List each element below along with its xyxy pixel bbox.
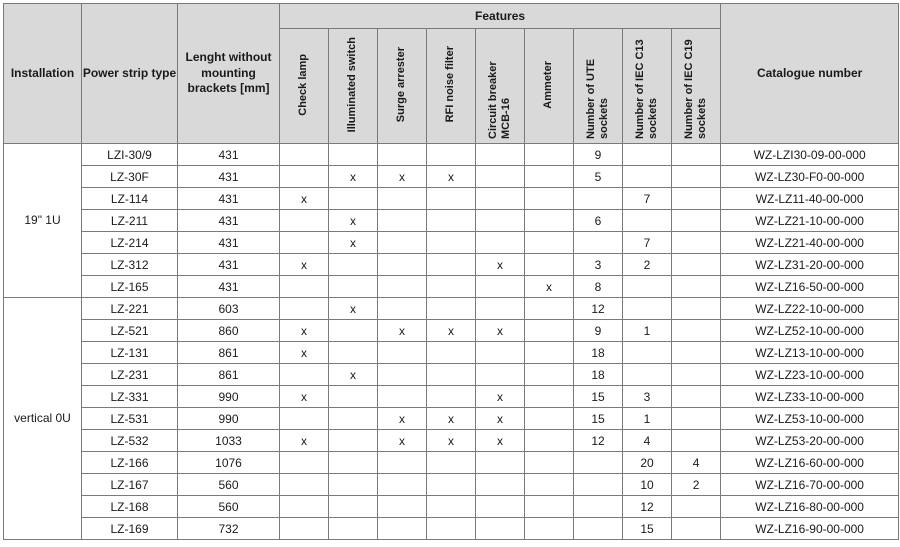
cell-iec-c13-sockets bbox=[623, 210, 672, 232]
cell-circuit-breaker bbox=[476, 210, 525, 232]
cell-catalogue-number: WZ-LZI30-09-00-000 bbox=[721, 144, 899, 166]
cell-iec-c13-sockets: 20 bbox=[623, 452, 672, 474]
header-length: Lenght without mounting brackets [mm] bbox=[178, 4, 280, 144]
cell-iec-c13-sockets: 3 bbox=[623, 386, 672, 408]
cell-type: LZ-312 bbox=[82, 254, 178, 276]
cell-check-lamp bbox=[280, 276, 329, 298]
cell-iec-c19-sockets bbox=[672, 408, 721, 430]
cell-surge-arrester bbox=[378, 188, 427, 210]
header-iec-c19-sockets bbox=[672, 29, 721, 144]
cell-type: LZ-166 bbox=[82, 452, 178, 474]
cell-check-lamp: x bbox=[280, 188, 329, 210]
cell-rfi-noise-filter bbox=[427, 342, 476, 364]
cell-circuit-breaker bbox=[476, 496, 525, 518]
cell-iec-c19-sockets bbox=[672, 342, 721, 364]
installation-cell: 19" 1U bbox=[4, 144, 82, 298]
cell-ammeter bbox=[525, 496, 574, 518]
cell-surge-arrester: x bbox=[378, 408, 427, 430]
cell-ute-sockets: 15 bbox=[574, 408, 623, 430]
cell-ute-sockets: 6 bbox=[574, 210, 623, 232]
cell-surge-arrester bbox=[378, 276, 427, 298]
cell-iec-c19-sockets bbox=[672, 386, 721, 408]
cell-ammeter bbox=[525, 452, 574, 474]
cell-type: LZ-231 bbox=[82, 364, 178, 386]
cell-surge-arrester bbox=[378, 474, 427, 496]
table-row bbox=[4, 254, 899, 276]
cell-iec-c13-sockets: 4 bbox=[623, 430, 672, 452]
header-illuminated-switch-label: Illuminated switch bbox=[346, 36, 359, 133]
cell-check-lamp bbox=[280, 166, 329, 188]
table-row bbox=[4, 188, 899, 210]
cell-check-lamp bbox=[280, 210, 329, 232]
cell-rfi-noise-filter: x bbox=[427, 320, 476, 342]
cell-check-lamp: x bbox=[280, 342, 329, 364]
cell-check-lamp bbox=[280, 298, 329, 320]
cell-ammeter bbox=[525, 474, 574, 496]
cell-circuit-breaker: x bbox=[476, 254, 525, 276]
cell-catalogue-number: WZ-LZ11-40-00-000 bbox=[721, 188, 899, 210]
cell-illuminated-switch bbox=[329, 452, 378, 474]
cell-catalogue-number: WZ-LZ31-20-00-000 bbox=[721, 254, 899, 276]
table-row bbox=[4, 320, 899, 342]
header-rfi-noise-filter-label: RFI noise filter bbox=[444, 46, 457, 123]
table-row bbox=[4, 166, 899, 188]
cell-length: 431 bbox=[178, 276, 280, 298]
cell-iec-c19-sockets bbox=[672, 210, 721, 232]
cell-check-lamp bbox=[280, 518, 329, 540]
cell-type: LZ-521 bbox=[82, 320, 178, 342]
cell-ammeter bbox=[525, 188, 574, 210]
cell-ammeter bbox=[525, 298, 574, 320]
cell-check-lamp: x bbox=[280, 320, 329, 342]
cell-length: 732 bbox=[178, 518, 280, 540]
cell-ute-sockets bbox=[574, 188, 623, 210]
cell-length: 560 bbox=[178, 474, 280, 496]
cell-iec-c13-sockets bbox=[623, 364, 672, 386]
cell-illuminated-switch bbox=[329, 386, 378, 408]
cell-iec-c19-sockets bbox=[672, 298, 721, 320]
table-row bbox=[4, 364, 899, 386]
cell-type: LZ-331 bbox=[82, 386, 178, 408]
cell-illuminated-switch bbox=[329, 254, 378, 276]
cell-iec-c13-sockets: 2 bbox=[623, 254, 672, 276]
header-illuminated-switch bbox=[329, 29, 378, 144]
cell-catalogue-number: WZ-LZ16-90-00-000 bbox=[721, 518, 899, 540]
cell-surge-arrester bbox=[378, 518, 427, 540]
table-row bbox=[4, 452, 899, 474]
cell-circuit-breaker bbox=[476, 232, 525, 254]
cell-surge-arrester bbox=[378, 452, 427, 474]
cell-illuminated-switch bbox=[329, 188, 378, 210]
cell-illuminated-switch bbox=[329, 342, 378, 364]
cell-length: 431 bbox=[178, 232, 280, 254]
cell-circuit-breaker: x bbox=[476, 408, 525, 430]
cell-ute-sockets: 15 bbox=[574, 386, 623, 408]
cell-ute-sockets: 8 bbox=[574, 276, 623, 298]
power-strip-spec-table bbox=[3, 3, 899, 540]
cell-catalogue-number: WZ-LZ33-10-00-000 bbox=[721, 386, 899, 408]
cell-type: LZ-532 bbox=[82, 430, 178, 452]
cell-rfi-noise-filter bbox=[427, 232, 476, 254]
cell-rfi-noise-filter bbox=[427, 474, 476, 496]
cell-illuminated-switch: x bbox=[329, 364, 378, 386]
cell-iec-c19-sockets bbox=[672, 188, 721, 210]
cell-iec-c13-sockets: 7 bbox=[623, 188, 672, 210]
cell-ammeter bbox=[525, 364, 574, 386]
installation-cell: vertical 0U bbox=[4, 298, 82, 540]
header-installation: Installation bbox=[4, 4, 82, 144]
cell-rfi-noise-filter bbox=[427, 276, 476, 298]
header-catalogue-number: Catalogue number bbox=[721, 4, 899, 144]
cell-ammeter bbox=[525, 210, 574, 232]
cell-ute-sockets: 5 bbox=[574, 166, 623, 188]
cell-ute-sockets bbox=[574, 452, 623, 474]
cell-ute-sockets: 9 bbox=[574, 144, 623, 166]
table-row bbox=[4, 276, 899, 298]
cell-type: LZ-167 bbox=[82, 474, 178, 496]
table-row bbox=[4, 474, 899, 496]
cell-rfi-noise-filter bbox=[427, 518, 476, 540]
cell-iec-c19-sockets bbox=[672, 254, 721, 276]
cell-ute-sockets: 18 bbox=[574, 342, 623, 364]
cell-iec-c13-sockets bbox=[623, 342, 672, 364]
cell-circuit-breaker bbox=[476, 144, 525, 166]
cell-length: 1033 bbox=[178, 430, 280, 452]
cell-catalogue-number: WZ-LZ16-50-00-000 bbox=[721, 276, 899, 298]
cell-illuminated-switch: x bbox=[329, 232, 378, 254]
cell-surge-arrester bbox=[378, 144, 427, 166]
cell-catalogue-number: WZ-LZ13-10-00-000 bbox=[721, 342, 899, 364]
cell-iec-c13-sockets bbox=[623, 298, 672, 320]
table-row bbox=[4, 496, 899, 518]
cell-length: 990 bbox=[178, 386, 280, 408]
cell-iec-c19-sockets bbox=[672, 276, 721, 298]
cell-ute-sockets: 12 bbox=[574, 298, 623, 320]
cell-catalogue-number: WZ-LZ23-10-00-000 bbox=[721, 364, 899, 386]
cell-rfi-noise-filter bbox=[427, 298, 476, 320]
cell-ammeter: x bbox=[525, 276, 574, 298]
cell-surge-arrester: x bbox=[378, 320, 427, 342]
cell-type: LZ-30F bbox=[82, 166, 178, 188]
header-circuit-breaker bbox=[476, 29, 525, 144]
header-check-lamp-label: Check lamp bbox=[297, 53, 310, 116]
header-circuit-breaker-label: Circuit breaker MCB-16 bbox=[486, 60, 512, 139]
cell-ute-sockets: 18 bbox=[574, 364, 623, 386]
cell-ammeter bbox=[525, 342, 574, 364]
cell-illuminated-switch bbox=[329, 408, 378, 430]
table-row bbox=[4, 342, 899, 364]
header-ute-sockets bbox=[574, 29, 623, 144]
cell-rfi-noise-filter bbox=[427, 188, 476, 210]
cell-check-lamp: x bbox=[280, 254, 329, 276]
cell-illuminated-switch: x bbox=[329, 210, 378, 232]
cell-ammeter bbox=[525, 408, 574, 430]
cell-circuit-breaker bbox=[476, 188, 525, 210]
cell-type: LZ-169 bbox=[82, 518, 178, 540]
cell-circuit-breaker: x bbox=[476, 430, 525, 452]
cell-surge-arrester bbox=[378, 232, 427, 254]
cell-length: 861 bbox=[178, 342, 280, 364]
cell-ammeter bbox=[525, 320, 574, 342]
table-body bbox=[4, 144, 899, 540]
cell-rfi-noise-filter: x bbox=[427, 430, 476, 452]
cell-type: LZI-30/9 bbox=[82, 144, 178, 166]
cell-length: 431 bbox=[178, 188, 280, 210]
cell-surge-arrester bbox=[378, 298, 427, 320]
cell-length: 860 bbox=[178, 320, 280, 342]
cell-rfi-noise-filter bbox=[427, 496, 476, 518]
cell-catalogue-number: WZ-LZ52-10-00-000 bbox=[721, 320, 899, 342]
header-power-strip-type: Power strip type bbox=[82, 4, 178, 144]
cell-surge-arrester: x bbox=[378, 166, 427, 188]
cell-ute-sockets bbox=[574, 496, 623, 518]
cell-type: LZ-131 bbox=[82, 342, 178, 364]
cell-iec-c13-sockets: 1 bbox=[623, 408, 672, 430]
cell-iec-c13-sockets bbox=[623, 276, 672, 298]
cell-illuminated-switch bbox=[329, 496, 378, 518]
cell-iec-c13-sockets: 7 bbox=[623, 232, 672, 254]
cell-iec-c13-sockets: 12 bbox=[623, 496, 672, 518]
cell-length: 1076 bbox=[178, 452, 280, 474]
cell-rfi-noise-filter bbox=[427, 452, 476, 474]
cell-iec-c19-sockets: 2 bbox=[672, 474, 721, 496]
cell-catalogue-number: WZ-LZ53-20-00-000 bbox=[721, 430, 899, 452]
cell-iec-c19-sockets bbox=[672, 364, 721, 386]
cell-rfi-noise-filter bbox=[427, 364, 476, 386]
cell-type: LZ-221 bbox=[82, 298, 178, 320]
table-row bbox=[4, 430, 899, 452]
table-row bbox=[4, 232, 899, 254]
table-header bbox=[4, 4, 899, 144]
cell-iec-c19-sockets: 4 bbox=[672, 452, 721, 474]
cell-catalogue-number: WZ-LZ16-70-00-000 bbox=[721, 474, 899, 496]
cell-length: 560 bbox=[178, 496, 280, 518]
cell-iec-c19-sockets bbox=[672, 518, 721, 540]
cell-ammeter bbox=[525, 254, 574, 276]
header-surge-arrester-label: Surge arrester bbox=[395, 46, 408, 123]
cell-length: 431 bbox=[178, 166, 280, 188]
cell-rfi-noise-filter: x bbox=[427, 166, 476, 188]
cell-circuit-breaker bbox=[476, 298, 525, 320]
cell-circuit-breaker bbox=[476, 342, 525, 364]
cell-ute-sockets: 3 bbox=[574, 254, 623, 276]
cell-circuit-breaker bbox=[476, 364, 525, 386]
cell-ammeter bbox=[525, 166, 574, 188]
cell-surge-arrester bbox=[378, 364, 427, 386]
cell-ammeter bbox=[525, 232, 574, 254]
cell-catalogue-number: WZ-LZ53-10-00-000 bbox=[721, 408, 899, 430]
table-row bbox=[4, 298, 899, 320]
cell-length: 603 bbox=[178, 298, 280, 320]
cell-surge-arrester bbox=[378, 342, 427, 364]
cell-ute-sockets bbox=[574, 232, 623, 254]
cell-iec-c19-sockets bbox=[672, 166, 721, 188]
table-row bbox=[4, 210, 899, 232]
cell-length: 431 bbox=[178, 144, 280, 166]
cell-type: LZ-211 bbox=[82, 210, 178, 232]
cell-ute-sockets: 9 bbox=[574, 320, 623, 342]
cell-circuit-breaker bbox=[476, 452, 525, 474]
cell-length: 431 bbox=[178, 210, 280, 232]
cell-check-lamp: x bbox=[280, 430, 329, 452]
cell-check-lamp bbox=[280, 144, 329, 166]
cell-iec-c19-sockets bbox=[672, 430, 721, 452]
cell-type: LZ-168 bbox=[82, 496, 178, 518]
cell-iec-c19-sockets bbox=[672, 320, 721, 342]
cell-check-lamp bbox=[280, 474, 329, 496]
cell-ammeter bbox=[525, 518, 574, 540]
cell-iec-c13-sockets: 1 bbox=[623, 320, 672, 342]
cell-type: LZ-114 bbox=[82, 188, 178, 210]
header-check-lamp bbox=[280, 29, 329, 144]
cell-catalogue-number: WZ-LZ16-80-00-000 bbox=[721, 496, 899, 518]
cell-check-lamp bbox=[280, 496, 329, 518]
header-iec-c19-sockets-label: Number of IEC C19 sockets bbox=[682, 38, 709, 139]
cell-check-lamp: x bbox=[280, 386, 329, 408]
cell-surge-arrester bbox=[378, 496, 427, 518]
header-iec-c13-sockets-label: Number of IEC C13 sockets bbox=[633, 38, 659, 139]
header-surge-arrester bbox=[378, 29, 427, 144]
cell-circuit-breaker: x bbox=[476, 386, 525, 408]
cell-surge-arrester bbox=[378, 210, 427, 232]
cell-rfi-noise-filter bbox=[427, 386, 476, 408]
cell-check-lamp bbox=[280, 452, 329, 474]
table-row bbox=[4, 518, 899, 540]
cell-iec-c19-sockets bbox=[672, 144, 721, 166]
cell-ute-sockets: 12 bbox=[574, 430, 623, 452]
cell-illuminated-switch bbox=[329, 144, 378, 166]
cell-rfi-noise-filter: x bbox=[427, 408, 476, 430]
cell-ute-sockets bbox=[574, 474, 623, 496]
cell-rfi-noise-filter bbox=[427, 144, 476, 166]
cell-illuminated-switch: x bbox=[329, 298, 378, 320]
table-row bbox=[4, 408, 899, 430]
cell-ammeter bbox=[525, 430, 574, 452]
cell-ute-sockets bbox=[574, 518, 623, 540]
cell-length: 990 bbox=[178, 408, 280, 430]
cell-rfi-noise-filter bbox=[427, 210, 476, 232]
cell-catalogue-number: WZ-LZ22-10-00-000 bbox=[721, 298, 899, 320]
header-ammeter-label: Ammeter bbox=[542, 60, 555, 109]
cell-circuit-breaker bbox=[476, 518, 525, 540]
cell-length: 431 bbox=[178, 254, 280, 276]
cell-type: LZ-214 bbox=[82, 232, 178, 254]
cell-illuminated-switch bbox=[329, 320, 378, 342]
cell-catalogue-number: WZ-LZ16-60-00-000 bbox=[721, 452, 899, 474]
cell-iec-c13-sockets: 15 bbox=[623, 518, 672, 540]
cell-check-lamp bbox=[280, 232, 329, 254]
cell-iec-c13-sockets bbox=[623, 166, 672, 188]
cell-iec-c13-sockets: 10 bbox=[623, 474, 672, 496]
cell-ammeter bbox=[525, 144, 574, 166]
cell-circuit-breaker bbox=[476, 166, 525, 188]
header-features: Features bbox=[280, 4, 721, 29]
cell-circuit-breaker bbox=[476, 276, 525, 298]
cell-iec-c19-sockets bbox=[672, 496, 721, 518]
header-ammeter bbox=[525, 29, 574, 144]
cell-check-lamp bbox=[280, 364, 329, 386]
cell-surge-arrester bbox=[378, 254, 427, 276]
cell-iec-c13-sockets bbox=[623, 144, 672, 166]
cell-illuminated-switch: x bbox=[329, 166, 378, 188]
cell-check-lamp bbox=[280, 408, 329, 430]
cell-illuminated-switch bbox=[329, 430, 378, 452]
table-row bbox=[4, 144, 899, 166]
cell-catalogue-number: WZ-LZ21-10-00-000 bbox=[721, 210, 899, 232]
cell-length: 861 bbox=[178, 364, 280, 386]
cell-rfi-noise-filter bbox=[427, 254, 476, 276]
cell-illuminated-switch bbox=[329, 474, 378, 496]
cell-catalogue-number: WZ-LZ30-F0-00-000 bbox=[721, 166, 899, 188]
header-iec-c13-sockets bbox=[623, 29, 672, 144]
cell-surge-arrester bbox=[378, 386, 427, 408]
cell-illuminated-switch bbox=[329, 518, 378, 540]
cell-surge-arrester: x bbox=[378, 430, 427, 452]
table-row bbox=[4, 386, 899, 408]
cell-catalogue-number: WZ-LZ21-40-00-000 bbox=[721, 232, 899, 254]
cell-ammeter bbox=[525, 386, 574, 408]
header-rfi-noise-filter bbox=[427, 29, 476, 144]
cell-iec-c19-sockets bbox=[672, 232, 721, 254]
cell-type: LZ-531 bbox=[82, 408, 178, 430]
header-ute-sockets-label: Number of UTE sockets bbox=[584, 58, 610, 139]
cell-illuminated-switch bbox=[329, 276, 378, 298]
cell-circuit-breaker: x bbox=[476, 320, 525, 342]
cell-circuit-breaker bbox=[476, 474, 525, 496]
cell-type: LZ-165 bbox=[82, 276, 178, 298]
